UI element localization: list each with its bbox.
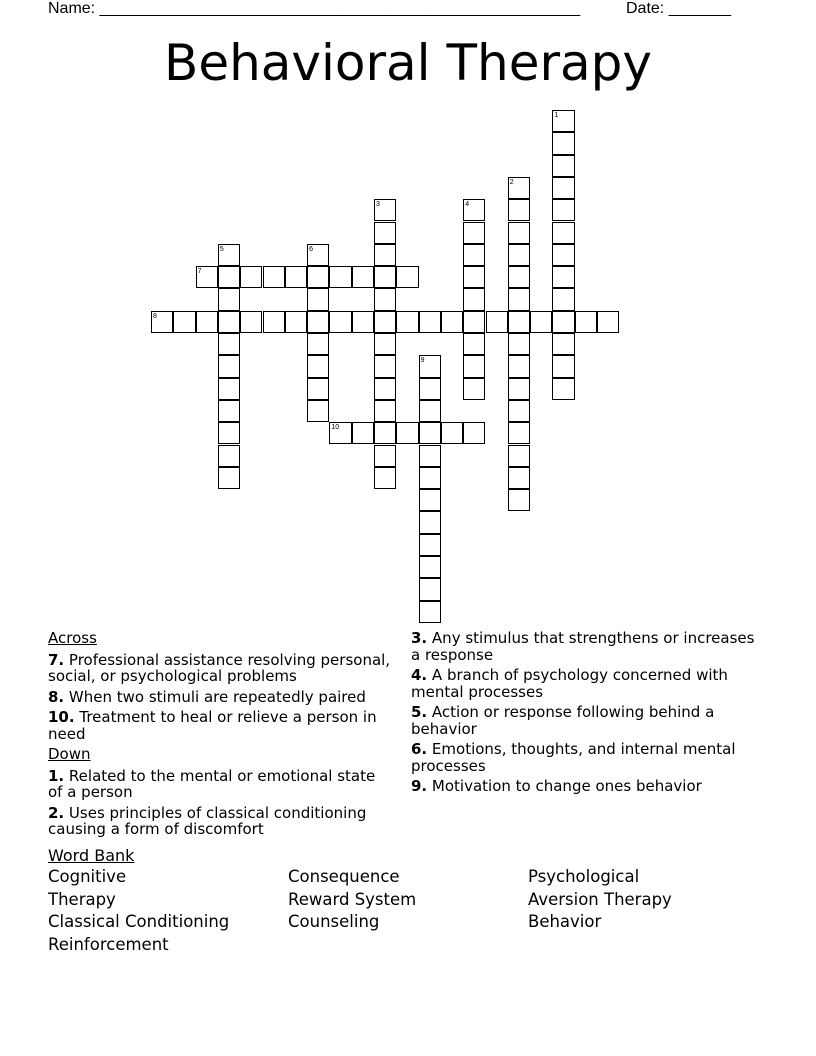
grid-cell[interactable] — [552, 199, 574, 221]
clue-number-label: 1 — [554, 112, 559, 119]
clue-down-3 — [411, 630, 766, 663]
grid-cell[interactable] — [396, 266, 418, 288]
clue-number-label: 10 — [331, 424, 340, 432]
grid-cell[interactable] — [441, 422, 463, 444]
clue-text: Action or response following behind a behavior — [411, 703, 715, 738]
clue-number: 4. — [411, 666, 428, 684]
grid-cell[interactable] — [508, 244, 530, 266]
grid-cell[interactable] — [307, 311, 329, 333]
clue-number: 5. — [411, 703, 428, 721]
grid-cell[interactable] — [307, 288, 329, 310]
word-bank-word: Reinforcement — [48, 934, 169, 954]
clue-number-label: 9 — [420, 357, 425, 365]
grid-cell[interactable] — [486, 311, 508, 333]
grid-cell[interactable] — [441, 311, 463, 333]
grid-cell[interactable] — [307, 266, 329, 288]
clue-number-label: 8 — [153, 312, 157, 320]
clue-number: 2. — [48, 803, 65, 822]
grid-cell[interactable] — [508, 378, 530, 400]
grid-cell[interactable] — [552, 355, 574, 377]
grid-cell[interactable] — [552, 266, 574, 288]
grid-cell[interactable] — [508, 355, 530, 377]
grid-cell[interactable] — [552, 177, 574, 199]
clue-number: 3. — [411, 629, 428, 647]
grid-cell[interactable] — [419, 534, 441, 556]
clue-text: Uses principles of classical conditioning causing a form of discomfort — [48, 803, 367, 838]
clue-across-10 — [48, 709, 393, 742]
grid-cell[interactable] — [307, 400, 329, 422]
word-bank-title: Word Bank — [48, 846, 135, 865]
clue-text: Motivation to change ones behavior — [431, 777, 702, 795]
clue-down-1 — [48, 768, 393, 801]
grid-cell[interactable] — [352, 422, 374, 444]
grid-cell[interactable] — [419, 511, 441, 533]
clue-number: 9. — [411, 777, 428, 795]
grid-cell[interactable] — [374, 266, 396, 288]
grid-cell[interactable] — [508, 467, 530, 489]
grid-cell[interactable] — [419, 311, 441, 333]
name-field[interactable]: Name: ______________________________________________________ — [48, 0, 581, 17]
grid-cell[interactable] — [552, 378, 574, 400]
word-bank-column — [48, 866, 288, 956]
grid-cell[interactable] — [530, 311, 552, 333]
clue-down-5 — [411, 704, 766, 737]
grid-cell[interactable] — [508, 311, 530, 333]
grid-cell[interactable] — [329, 311, 351, 333]
clue-down-2 — [48, 805, 393, 838]
word-bank-columns — [48, 866, 768, 956]
grid-cell[interactable] — [508, 445, 530, 467]
grid-cell[interactable] — [374, 311, 396, 333]
across-heading: Across — [48, 629, 97, 647]
grid-cell[interactable] — [218, 288, 240, 310]
clue-number: 8. — [48, 687, 65, 706]
clue-number-label: 7 — [197, 268, 202, 276]
word-bank-column — [288, 866, 528, 956]
word-bank-word: Aversion Therapy — [528, 889, 672, 909]
grid-cell[interactable] — [552, 132, 574, 154]
clues-left-column — [48, 630, 393, 842]
grid-cell[interactable] — [419, 578, 441, 600]
grid-cell[interactable] — [218, 355, 240, 377]
grid-cell[interactable] — [463, 222, 485, 244]
word-bank-word: Counseling — [288, 912, 380, 932]
grid-cell[interactable] — [307, 378, 329, 400]
word-bank-word: Reward System — [288, 889, 417, 909]
grid-cell[interactable] — [575, 311, 597, 333]
down-heading: Down — [48, 745, 91, 763]
clue-text: Professional assistance resolving personal, social, or psychological problems — [48, 650, 391, 685]
clue-text: Treatment to heal or relieve a person in need — [48, 708, 377, 743]
grid-cell[interactable] — [218, 400, 240, 422]
grid-cell[interactable] — [419, 601, 441, 623]
grid-cell[interactable] — [374, 400, 396, 422]
grid-cell[interactable] — [218, 333, 240, 355]
grid-cell[interactable] — [463, 311, 485, 333]
grid-cell[interactable] — [463, 355, 485, 377]
grid-cell[interactable] — [463, 266, 485, 288]
clue-number: 1. — [48, 766, 65, 785]
clue-text: A branch of psychology concerned with mental processes — [411, 666, 728, 701]
grid-cell[interactable] — [263, 266, 285, 288]
grid-cell[interactable] — [463, 244, 485, 266]
clue-across-8 — [48, 689, 393, 706]
grid-cell[interactable] — [419, 445, 441, 467]
grid-cell[interactable] — [419, 489, 441, 511]
grid-cell[interactable] — [508, 489, 530, 511]
grid-cell[interactable] — [508, 199, 530, 221]
clue-number: 7. — [48, 650, 65, 669]
word-bank — [48, 846, 768, 956]
grid-cell[interactable] — [307, 333, 329, 355]
grid-cell[interactable] — [352, 311, 374, 333]
clue-number-label: 2 — [509, 178, 514, 186]
clue-down-9 — [411, 778, 766, 795]
grid-cell[interactable] — [374, 355, 396, 377]
grid-cell[interactable] — [240, 311, 262, 333]
grid-cell[interactable] — [374, 222, 396, 244]
grid-cell[interactable] — [508, 222, 530, 244]
word-bank-word: Behavior — [528, 912, 602, 932]
grid-cell[interactable] — [374, 288, 396, 310]
grid-cell[interactable] — [508, 266, 530, 288]
grid-cell[interactable] — [419, 400, 441, 422]
grid-cell[interactable] — [508, 333, 530, 355]
grid-cell[interactable] — [218, 422, 240, 444]
grid-cell[interactable] — [374, 378, 396, 400]
grid-cell[interactable] — [508, 288, 530, 310]
clue-down-6 — [411, 741, 766, 774]
clue-text: Related to the mental or emotional state of a person — [48, 766, 376, 801]
word-bank-word: Psychological — [528, 867, 640, 886]
grid-cell[interactable] — [552, 244, 574, 266]
grid-cell[interactable] — [463, 288, 485, 310]
grid-cell[interactable] — [463, 422, 485, 444]
clue-number: 6. — [411, 740, 428, 758]
word-bank-column — [528, 866, 768, 956]
grid-cell[interactable] — [552, 155, 574, 177]
grid-cell[interactable] — [218, 467, 240, 489]
grid-cell[interactable] — [196, 311, 218, 333]
grid-cell[interactable] — [419, 378, 441, 400]
grid-cell[interactable] — [552, 333, 574, 355]
grid-cell[interactable] — [218, 445, 240, 467]
grid-cell[interactable] — [396, 311, 418, 333]
grid-cell[interactable] — [240, 266, 262, 288]
clue-across-7 — [48, 652, 393, 685]
grid-cell[interactable] — [374, 333, 396, 355]
clue-number-label: 4 — [465, 201, 470, 209]
word-bank-word: Therapy — [48, 889, 116, 909]
grid-cell[interactable] — [173, 311, 195, 333]
grid-cell[interactable] — [396, 422, 418, 444]
clue-number: 10. — [48, 708, 75, 726]
grid-cell[interactable] — [285, 266, 307, 288]
grid-cell[interactable] — [597, 311, 619, 333]
clue-number-label: 5 — [219, 245, 224, 253]
grid-cell[interactable] — [552, 222, 574, 244]
grid-cell[interactable] — [218, 311, 240, 333]
grid-cell[interactable] — [352, 266, 374, 288]
grid-cell[interactable] — [218, 378, 240, 400]
clue-text: Any stimulus that strengthens or increases a response — [411, 629, 755, 664]
clue-number-label: 3 — [376, 201, 380, 209]
word-bank-word: Consequence — [288, 867, 400, 886]
clue-text: When two stimuli are repeatedly paired — [68, 687, 366, 706]
grid-cell[interactable] — [508, 422, 530, 444]
clue-text: Emotions, thoughts, and internal mental processes — [411, 740, 736, 775]
grid-cell[interactable] — [374, 422, 396, 444]
grid-cell[interactable] — [508, 400, 530, 422]
grid-cell[interactable] — [419, 467, 441, 489]
grid-cell[interactable] — [419, 556, 441, 578]
grid-cell[interactable] — [552, 288, 574, 310]
word-bank-word: Cognitive — [48, 867, 127, 886]
grid-cell[interactable] — [552, 311, 574, 333]
grid-cell[interactable] — [263, 311, 285, 333]
grid-cell[interactable] — [218, 266, 240, 288]
word-bank-word: Classical Conditioning — [48, 912, 230, 932]
page-title: Behavioral Therapy — [164, 34, 652, 92]
grid-cell[interactable] — [329, 266, 351, 288]
grid-cell[interactable] — [463, 333, 485, 355]
clues-right-column — [411, 630, 766, 799]
grid-cell[interactable] — [374, 467, 396, 489]
clue-number-label: 6 — [309, 245, 313, 253]
grid-cell[interactable] — [285, 311, 307, 333]
grid-cell[interactable] — [374, 244, 396, 266]
grid-cell[interactable] — [463, 378, 485, 400]
date-field[interactable]: Date: _______ — [626, 0, 731, 17]
grid-cell[interactable] — [307, 355, 329, 377]
clue-down-4 — [411, 667, 766, 700]
grid-cell[interactable] — [419, 422, 441, 444]
grid-cell[interactable] — [374, 445, 396, 467]
